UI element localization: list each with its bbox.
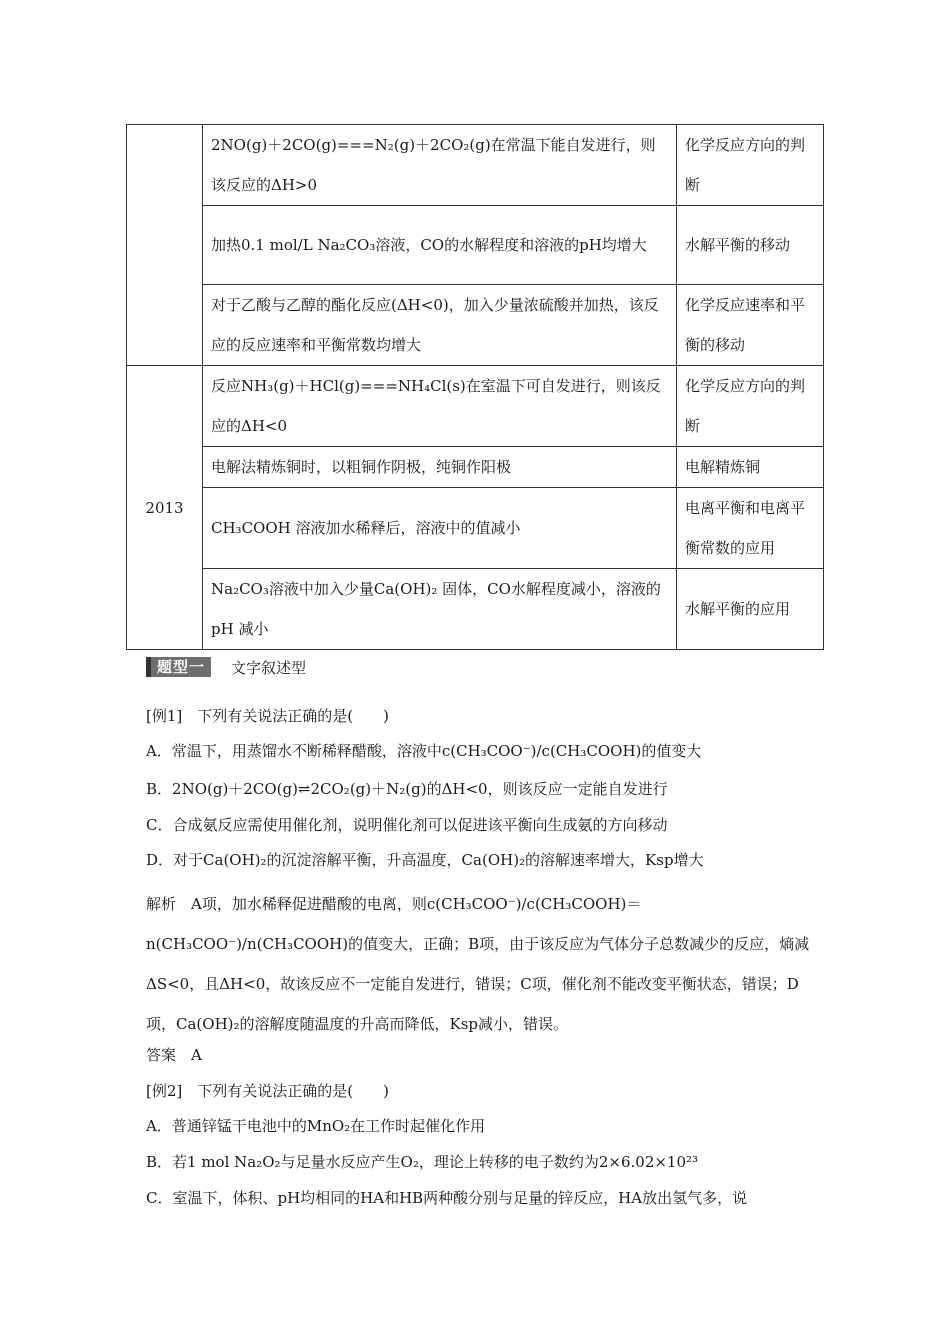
example2-option-c: C．室温下，体积、pH均相同的HA和HB两种酸分别与足量的锌反应，HA放出氢气多，说 (146, 1189, 748, 1207)
example1-option-d: D．对于Ca(OH)₂的沉淀溶解平衡，升高温度，Ca(OH)₂的溶解速率增大，Ksp增大 (146, 851, 704, 869)
example1-option-b: B．2NO(g)＋2CO(g)⇌2CO₂(g)＋N₂(g)的ΔH<0，则该反应一定能自发进行 (146, 780, 668, 798)
example2-stem: [例2] 下列有关说法正确的是( ) (146, 1082, 389, 1100)
summary-table (126, 124, 824, 650)
section-title: 文字叙述型 (231, 658, 307, 677)
table-row-topic: 电离平衡和电离平衡常数的应用 (677, 488, 824, 569)
example1-option-a: A．常温下，用蒸馏水不断稀释醋酸，溶液中c(CH₃COO⁻)/c(CH₃COOH)的值变大 (146, 742, 702, 760)
table-row-topic: 电解精炼铜 (677, 447, 824, 488)
table-row-topic: 化学反应速率和平衡的移动 (677, 285, 824, 366)
table-row-topic: 水解平衡的移动 (677, 206, 824, 285)
table-row-desc: 电解法精炼铜时，以粗铜作阴极，纯铜作阳极 (203, 447, 677, 488)
example1-stem: [例1] 下列有关说法正确的是( ) (146, 707, 389, 725)
table-row-topic: 化学反应方向的判断 (677, 125, 824, 206)
example1-answer: 答案 A (146, 1046, 202, 1064)
section-tag: 题型一 (146, 657, 211, 677)
table-row-topic: 水解平衡的应用 (677, 569, 824, 650)
example1-option-c: C．合成氨反应需使用催化剂，说明催化剂可以促进该平衡向生成氨的方向移动 (146, 816, 668, 834)
example2-option-b: B．若1 mol Na₂O₂与足量水反应产生O₂，理论上转移的电子数约为2×6.02×10²³ (146, 1153, 699, 1171)
year-cell: 2013 (127, 366, 203, 650)
table-row-desc: 反应NH₃(g)＋HCl(g)===NH₄Cl(s)在室温下可自发进行，则该反应的ΔH<0 (203, 366, 677, 447)
table-row-desc: 加热0.1 mol/L Na₂CO₃溶液，CO的水解程度和溶液的pH均增大 (203, 206, 677, 285)
table-row-desc: 2NO(g)＋2CO(g)===N₂(g)＋2CO₂(g)在常温下能自发进行，则该反应的ΔH>0 (203, 125, 677, 206)
table-row-desc: 对于乙酸与乙醇的酯化反应(ΔH<0)，加入少量浓硫酸并加热，该反应的反应速率和平衡常数均增大 (203, 285, 677, 366)
table-row-desc: Na₂CO₃溶液中加入少量Ca(OH)₂ 固体，CO水解程度减小，溶液的pH 减小 (203, 569, 677, 650)
example2-option-a: A．普通锌锰干电池中的MnO₂在工作时起催化作用 (146, 1117, 486, 1135)
table-row-desc: CH₃COOH 溶液加水稀释后，溶液中的值减小 (203, 488, 677, 569)
year-cell-empty (127, 125, 203, 366)
example1-analysis: 解析 A项，加水稀释促进醋酸的电离，则c(CH₃COO⁻)/c(CH₃COOH)＝n(CH₃COO⁻)/n(CH₃COOH)的值变大，正确；B项，由于该反应为气体分子总数减少的反应，熵减ΔS<0，且ΔH<0，故该反应不一定能自发进行，错误；C项，催化剂不能改变平衡状态，错误；D项，Ca(OH)₂的溶解度随温度的升高而降低，Ksp减小，错误。 (146, 895, 810, 1033)
table-row-topic: 化学反应方向的判断 (677, 366, 824, 447)
section-heading (146, 656, 306, 678)
